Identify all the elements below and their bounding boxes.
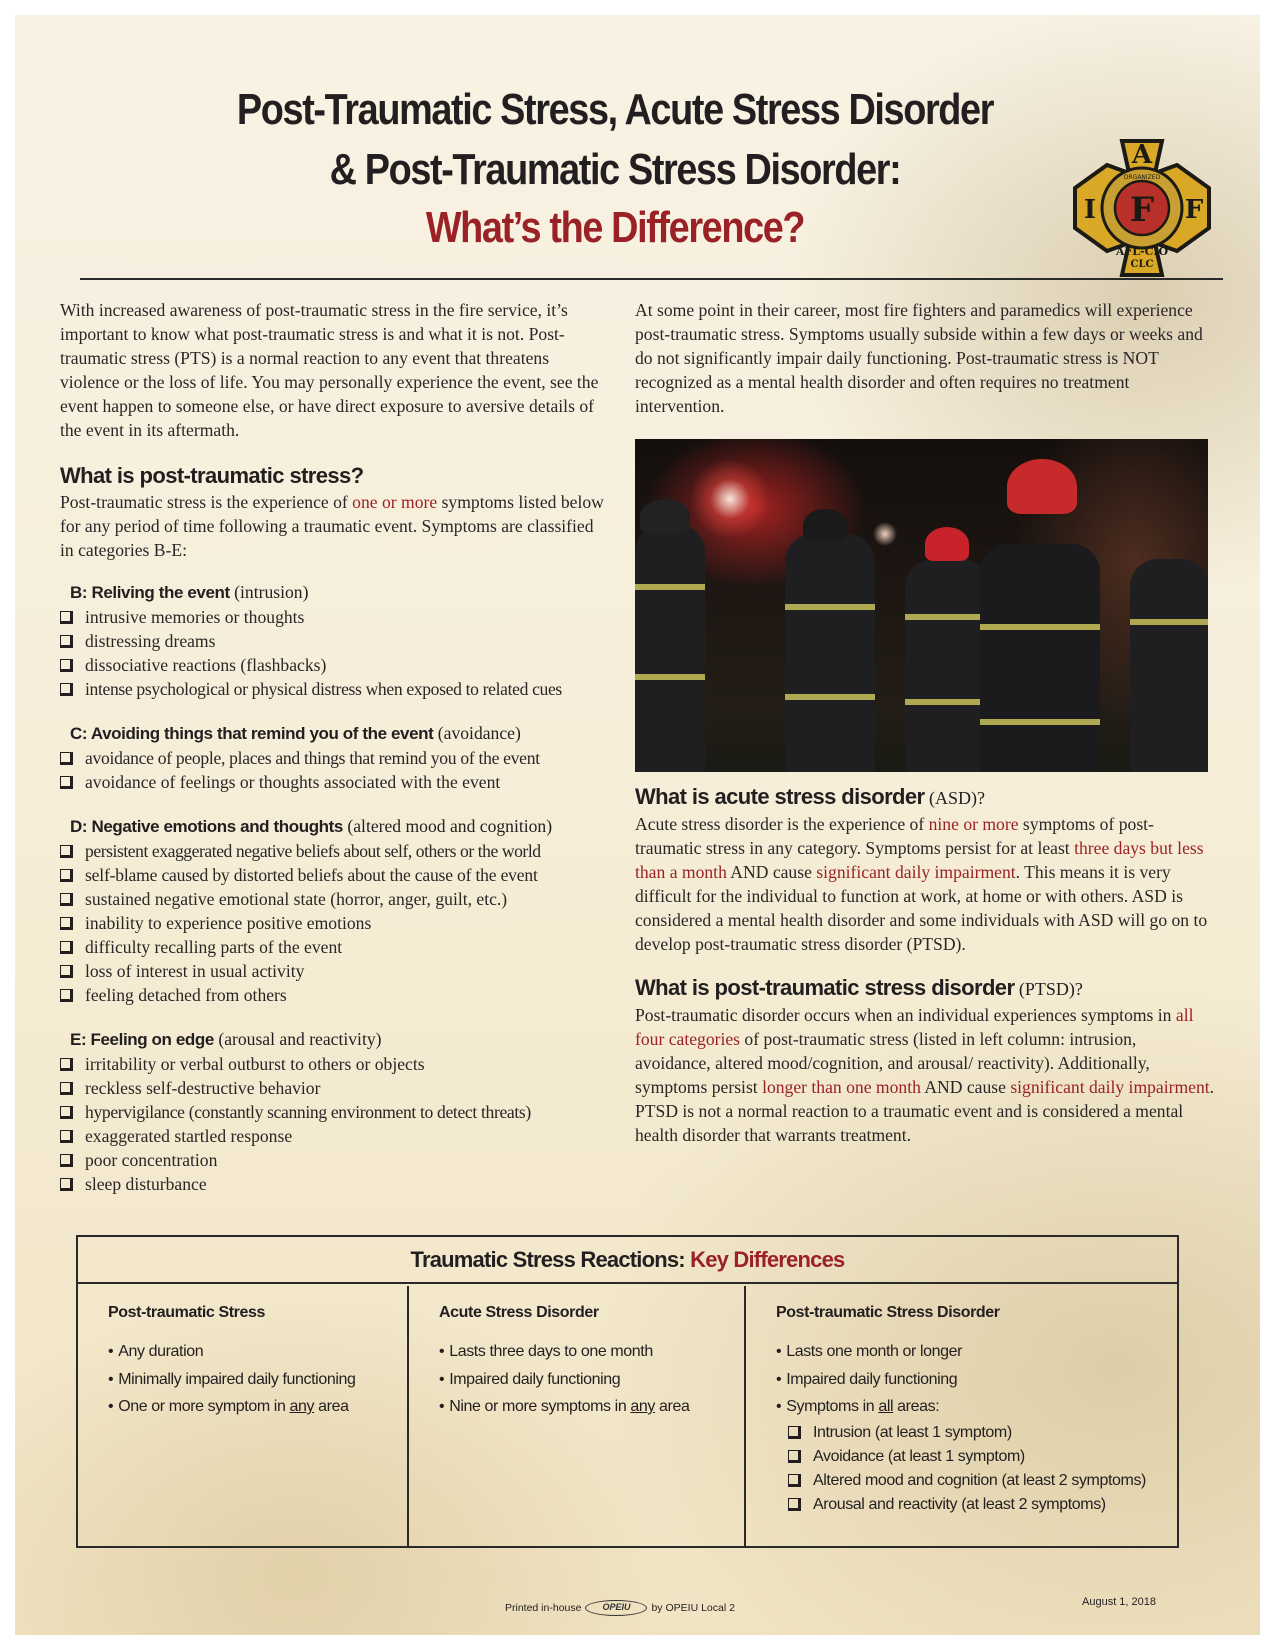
symptom-checkbox-item[interactable]: intrusive memories or thoughts <box>60 605 605 629</box>
symptom-checkbox-item[interactable]: dissociative reactions (flashbacks) <box>60 653 605 677</box>
symptom-checkbox-item[interactable]: exaggerated startled response <box>60 1124 605 1148</box>
symptom-checkbox-item[interactable]: intense psychological or physical distress when exposed to related cues <box>60 677 605 701</box>
symptom-checkbox-item[interactable]: avoidance of feelings or thoughts associated with the event <box>60 770 605 794</box>
category-d <box>60 814 605 1007</box>
checkbox-icon[interactable] <box>60 1178 73 1191</box>
checkbox-icon[interactable] <box>60 1058 73 1071</box>
checkbox-icon[interactable] <box>60 917 73 930</box>
category-c-heading: C: Avoiding things that remind you of the event (avoidance) <box>70 723 521 743</box>
asd-heading: What is acute stress disorder (ASD)? <box>635 784 985 809</box>
table-bullet: • Lasts one month or longer <box>776 1338 1177 1366</box>
firefighters-photo <box>635 439 1208 772</box>
column-header: Acute Stress Disorder <box>439 1304 599 1321</box>
svg-text:F: F <box>1129 190 1155 230</box>
checkbox-icon[interactable] <box>788 1450 801 1463</box>
category-b-heading: B: Reliving the event (intrusion) <box>70 582 309 602</box>
right-intro-paragraph: At some point in their career, most fire fighters and paramedics will experience post-traumatic stress. Symptoms usually subside within a few days or weeks and do not significantly impair daily functioning. Post-traumatic stress is NOT recognized as a mental health disorder and often requires no treatment intervention. <box>635 300 1203 416</box>
pts-heading: What is post-traumatic stress? <box>60 463 364 488</box>
category-e-heading: E: Feeling on edge (arousal and reactivity) <box>70 1029 382 1049</box>
area-checkbox-item[interactable]: Avoidance (at least 1 symptom) <box>788 1445 1177 1469</box>
checkbox-icon[interactable] <box>60 965 73 978</box>
svg-text:AFL-CIO: AFL-CIO <box>1115 245 1169 258</box>
column-header: Post-traumatic Stress Disorder <box>776 1304 1000 1321</box>
table-bullet: • One or more symptom in any area <box>108 1393 407 1421</box>
checkbox-icon[interactable] <box>60 659 73 672</box>
table-title: Traumatic Stress Reactions: Key Differences <box>78 1237 1177 1284</box>
area-checkbox-item[interactable]: Intrusion (at least 1 symptom) <box>788 1421 1177 1445</box>
symptom-checkbox-item[interactable]: sustained negative emotional state (horror, anger, guilt, etc.) <box>60 887 605 911</box>
symptom-checkbox-item[interactable]: difficulty recalling parts of the event <box>60 935 605 959</box>
svg-text:CLC: CLC <box>1130 259 1154 270</box>
symptom-checkbox-item[interactable]: persistent exaggerated negative beliefs about self, others or the world <box>60 839 605 863</box>
symptom-checkbox-item[interactable]: inability to experience positive emotions <box>60 911 605 935</box>
header-divider <box>80 278 1223 280</box>
ptsd-heading: What is post-traumatic stress disorder (PTSD)? <box>635 975 1083 1000</box>
checkbox-icon[interactable] <box>60 1154 73 1167</box>
symptom-checkbox-item[interactable]: self-blame caused by distorted beliefs about the cause of the event <box>60 863 605 887</box>
table-bullet: • Lasts three days to one month <box>439 1338 744 1366</box>
left-column <box>60 298 605 1196</box>
checkbox-icon[interactable] <box>60 776 73 789</box>
table-bullet: • Minimally impaired daily functioning <box>108 1366 407 1394</box>
category-d-heading: D: Negative emotions and thoughts (altered mood and cognition) <box>70 816 553 836</box>
category-e <box>60 1027 605 1196</box>
svg-text:ORGANIZED: ORGANIZED <box>1123 174 1161 181</box>
checkbox-icon[interactable] <box>788 1474 801 1487</box>
title-line-3-subtitle: What’s the Difference? <box>425 203 805 252</box>
checkbox-icon[interactable] <box>60 1130 73 1143</box>
opeiu-logo-icon: OPEIU <box>585 1600 647 1616</box>
area-checkbox-item[interactable]: Arousal and reactivity (at least 2 symptoms) <box>788 1493 1177 1517</box>
area-checkbox-item[interactable]: Altered mood and cognition (at least 2 symptoms) <box>788 1469 1177 1493</box>
symptom-checkbox-item[interactable]: poor concentration <box>60 1148 605 1172</box>
key-differences-table <box>76 1235 1179 1548</box>
category-b <box>60 580 605 701</box>
table-bullet: • Nine or more symptoms in any area <box>439 1393 744 1421</box>
checkbox-icon[interactable] <box>788 1498 801 1511</box>
iaff-logo-icon <box>1067 133 1217 283</box>
checkbox-icon[interactable] <box>60 893 73 906</box>
checkbox-icon[interactable] <box>60 941 73 954</box>
checkbox-icon[interactable] <box>60 611 73 624</box>
symptom-checkbox-item[interactable]: feeling detached from others <box>60 983 605 1007</box>
flyer-page <box>15 15 1260 1635</box>
table-column-ptsd <box>744 1286 1177 1546</box>
table-bullet: • Any duration <box>108 1338 407 1366</box>
checkbox-icon[interactable] <box>60 635 73 648</box>
symptom-checkbox-item[interactable]: hypervigilance (constantly scanning environment to detect threats) <box>60 1100 605 1124</box>
table-bullet: • Impaired daily functioning <box>439 1366 744 1394</box>
symptom-checkbox-item[interactable]: reckless self-destructive behavior <box>60 1076 605 1100</box>
intro-paragraph: With increased awareness of post-traumatic stress in the fire service, it’s important to know what post-traumatic stress is and what it is not. Post-traumatic stress (PTS) is a normal reaction to any event that threatens violence or the loss of life. You may personally experience the event, see the event happen to someone else, or have direct exposure to aversive details of the event in its aftermath. <box>60 300 599 440</box>
checkbox-icon[interactable] <box>60 752 73 765</box>
svg-text:I: I <box>1083 195 1097 225</box>
symptom-checkbox-item[interactable]: distressing dreams <box>60 629 605 653</box>
footer-printer-credit: Printed in-house OPEIU by OPEIU Local 2 <box>505 1600 735 1616</box>
title-line-2: & Post-Traumatic Stress Disorder: <box>329 145 901 194</box>
column-header: Post-traumatic Stress <box>108 1304 265 1321</box>
table-bullet: • Symptoms in all areas: <box>776 1393 1177 1421</box>
table-column-pts <box>78 1286 407 1546</box>
svg-text:A: A <box>1131 140 1153 170</box>
asd-description: Acute stress disorder is the experience of nine or more symptoms of post-traumatic stress in any category. Symptoms persist for at least three days but less than a month AND cause significant daily impairment. This means it is very difficult for the individual to function at work, at home or with others. ASD is considered a mental health disorder and some individuals with ASD will go on to develop post-traumatic stress disorder (PTSD). <box>635 814 1208 954</box>
table-column-asd <box>407 1286 744 1546</box>
table-bullet: • Impaired daily functioning <box>776 1366 1177 1394</box>
checkbox-icon[interactable] <box>60 869 73 882</box>
title-line-1: Post-Traumatic Stress, Acute Stress Disorder <box>236 85 994 134</box>
symptom-checkbox-item[interactable]: loss of interest in usual activity <box>60 959 605 983</box>
footer-date: August 1, 2018 <box>1082 1596 1157 1608</box>
symptom-checkbox-item[interactable]: irritability or verbal outburst to others or objects <box>60 1052 605 1076</box>
pts-description: Post-traumatic stress is the experience of one or more symptoms listed below for any period of time following a traumatic event. Symptoms are classified in categories B-E: <box>60 492 604 560</box>
checkbox-icon[interactable] <box>60 845 73 858</box>
right-column <box>635 298 1215 418</box>
checkbox-icon[interactable] <box>788 1426 801 1439</box>
checkbox-icon[interactable] <box>60 989 73 1002</box>
checkbox-icon[interactable] <box>60 1082 73 1095</box>
svg-text:F: F <box>1184 195 1204 225</box>
ptsd-description: Post-traumatic disorder occurs when an individual experiences symptoms in all four categories of post-traumatic stress (listed in left column: intrusion, avoidance, altered mood/cognition, and arousal/ reactivity). Additionally, symptoms persist longer than one month AND cause significant daily impairment. PTSD is not a normal reaction to a traumatic event and is considered a mental health disorder that warrants treatment. <box>635 1005 1215 1145</box>
symptom-checkbox-item[interactable]: avoidance of people, places and things that remind you of the event <box>60 746 605 770</box>
symptom-checkbox-item[interactable]: sleep disturbance <box>60 1172 605 1196</box>
pts-highlight: one or more <box>352 492 438 512</box>
category-c <box>60 721 605 794</box>
checkbox-icon[interactable] <box>60 1106 73 1119</box>
right-column-lower <box>635 783 1215 1147</box>
checkbox-icon[interactable] <box>60 683 73 696</box>
